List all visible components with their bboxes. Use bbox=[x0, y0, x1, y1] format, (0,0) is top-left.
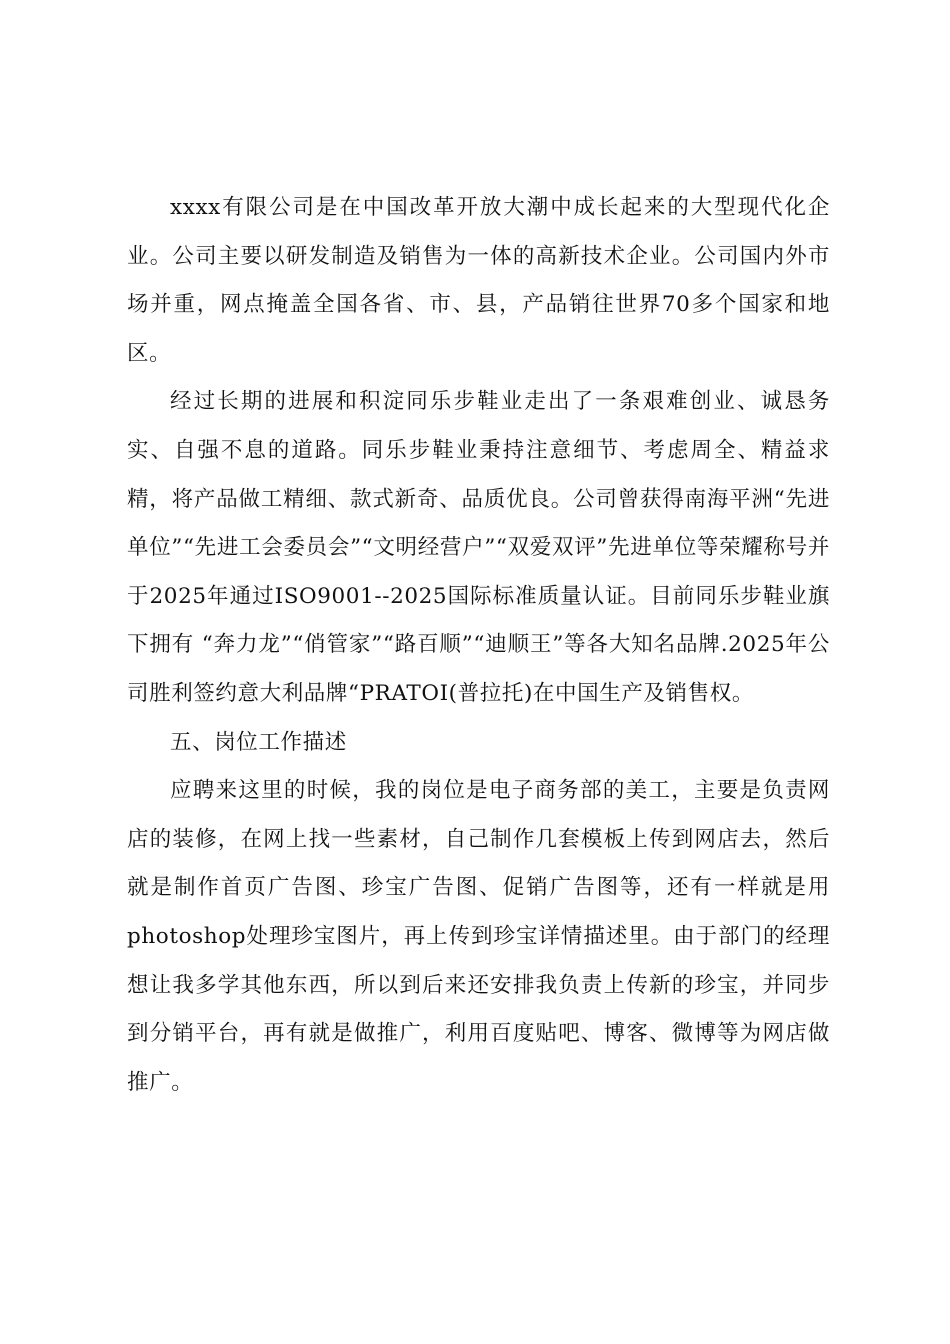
document-body bbox=[127, 184, 830, 1107]
job-description-paragraph: 应聘来这里的时候，我的岗位是电子商务部的美工，主要是负责网店的装修，在网上找一些素材，自己制作几套模板上传到网店去，然后就是制作首页广告图、珍宝广告图、促销广告图等，还有一样就是用photoshop处理珍宝图片，再上传到珍宝详情描述里。由于部门的经理想让我多学其他东西，所以到后来还安排我负责上传新的珍宝，并同步到分销平台，再有就是做推广，利用百度贴吧、博客、微博等为网店做推广。 bbox=[127, 778, 830, 1095]
company-history-paragraph: 经过长期的进展和积淀同乐步鞋业走出了一条艰难创业、诚恳务实、自强不息的道路。同乐步鞋业秉持注意细节、考虑周全、精益求精，将产品做工精细、款式新奇、品质优良。公司曾获得南海平洲“先进单位”“先进工会委员会”“文明经营户”“双爱双评”先进单位等荣耀称号并于2025年通过ISO9001--2025国际标准质量认证。目前同乐步鞋业旗下拥有 “奔力龙”“俏管家”“路百顺”“迪顺王”等各大知名品牌.2025年公司胜利签约意大利品牌“PRATOI(普拉托)在中国生产及销售权。 bbox=[127, 389, 830, 706]
section-heading: 五、岗位工作描述 bbox=[170, 729, 347, 755]
company-intro-paragraph: xxxx有限公司是在中国改革开放大潮中成长起来的大型现代化企业。公司主要以研发制造及销售为一体的高新技术企业。公司国内外市场并重，网点掩盖全国各省、市、县，产品销往世界70多个国家和地区。 bbox=[127, 195, 830, 366]
